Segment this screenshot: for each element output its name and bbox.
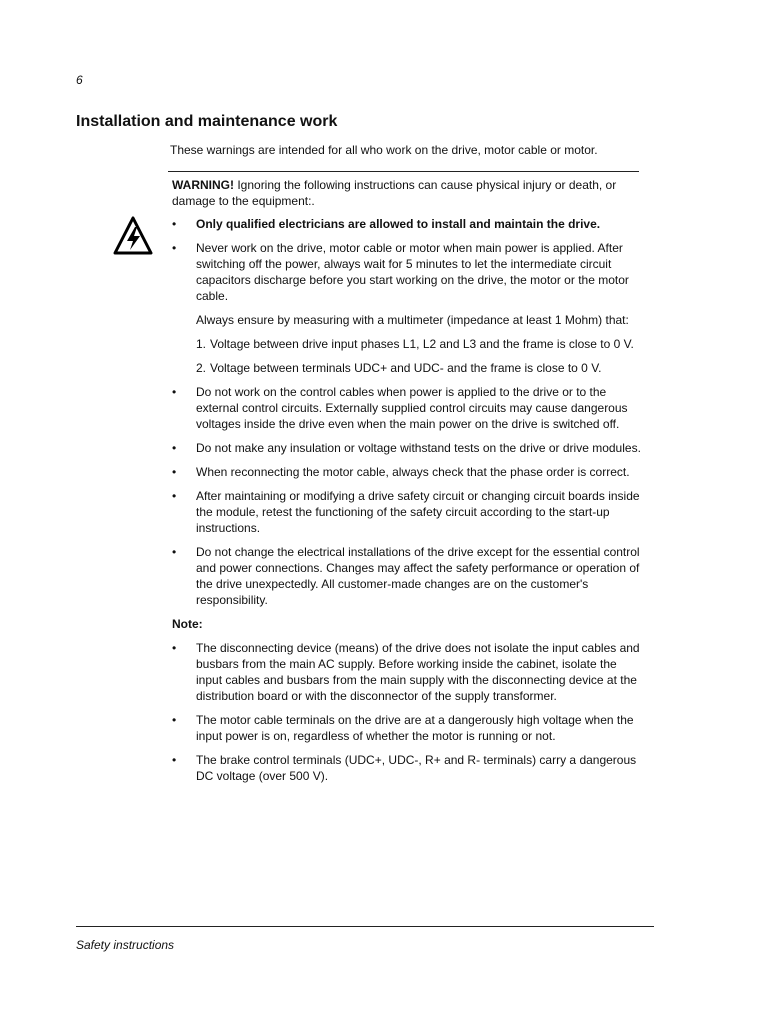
warning-lead	[172, 177, 642, 209]
bullet: •	[172, 713, 177, 727]
note-item-text: The disconnecting device (means) of the drive does not isolate the input cables and busbars from the main AC supply. Before working inside the cabinet, isolate the input cables and busbars from the main supply with the disconnecting device at the distribution board or with the disconnector of the supply transformer.	[196, 641, 640, 703]
section-title: Installation and maintenance work	[76, 113, 338, 130]
bullet: •	[172, 545, 177, 559]
warning-list	[172, 216, 642, 608]
warning-top-rule	[168, 171, 639, 172]
check-number: 2.	[196, 361, 207, 375]
bullet: •	[172, 441, 177, 455]
electrical-hazard-icon	[113, 216, 153, 256]
warning-item-text: Do not change the electrical installations of the drive except for the essential control and power connections. Changes may affect the safety performance or operation of the drive unexpectedly. All customer-made changes are on the customer's responsibility.	[196, 545, 640, 607]
warning-item	[172, 488, 642, 536]
warning-item	[172, 544, 642, 608]
warning-block	[172, 177, 642, 792]
bullet: •	[172, 217, 177, 231]
bullet: •	[172, 385, 177, 399]
section-intro: These warnings are intended for all who work on the drive, motor cable or motor.	[170, 143, 598, 157]
warning-item-text: Never work on the drive, motor cable or motor when main power is applied. After switching off the power, always wait for 5 minutes to let the intermediate circuit capacitors discharge before you start working on the drive, the motor or the motor cable.	[196, 241, 629, 303]
note-item	[172, 712, 642, 744]
page-footer: Safety instructions	[76, 938, 175, 952]
warning-item-text: Only qualified electricians are allowed to install and maintain the drive.	[196, 217, 601, 231]
measure-intro: Always ensure by measuring with a multimeter (impedance at least 1 Mohm) that:	[196, 313, 629, 327]
note-item	[172, 640, 642, 704]
check-text: Voltage between drive input phases L1, L2 and L3 and the frame is close to 0 V.	[210, 337, 634, 351]
warning-lead-text: Ignoring the following instructions can cause physical injury or death, or damage to the equipment:.	[172, 178, 617, 208]
bullet: •	[172, 465, 177, 479]
note-item-text: The brake control terminals (UDC+, UDC-, R+ and R- terminals) carry a dangerous DC voltage (over 500 V).	[196, 753, 637, 783]
warning-item	[172, 464, 642, 480]
warning-label: WARNING!	[172, 178, 234, 192]
warning-item-text: When reconnecting the motor cable, always check that the phase order is correct.	[196, 465, 630, 479]
page-number: 6	[76, 73, 83, 87]
warning-item	[172, 216, 642, 232]
check-text: Voltage between terminals UDC+ and UDC- and the frame is close to 0 V.	[210, 361, 602, 375]
check-item	[196, 360, 642, 376]
warning-item-text: Do not work on the control cables when power is applied to the drive or to the external control circuits. Externally supplied control circuits may cause dangerous voltages inside the drive even when the main power on the drive is switched off.	[196, 385, 628, 431]
warning-item	[172, 240, 642, 376]
note-item	[172, 752, 642, 784]
note-list	[172, 640, 642, 784]
warning-item	[172, 384, 642, 432]
footer-rule	[76, 926, 654, 927]
bullet: •	[172, 641, 177, 655]
bullet: •	[172, 489, 177, 503]
warning-item	[172, 440, 642, 456]
bullet: •	[172, 753, 177, 767]
warning-item-text: After maintaining or modifying a drive safety circuit or changing circuit boards inside the module, retest the functioning of the safety circuit according to the start-up instructions.	[196, 489, 640, 535]
warning-item-text: Do not make any insulation or voltage withstand tests on the drive or drive modules.	[196, 441, 641, 455]
check-number: 1.	[196, 337, 207, 351]
note-item-text: The motor cable terminals on the drive are at a dangerously high voltage when the input power is on, regardless of whether the motor is running or not.	[196, 713, 634, 743]
note-title: Note:	[172, 617, 203, 631]
bullet: •	[172, 241, 177, 255]
check-item	[196, 336, 642, 352]
measurement-checks	[196, 336, 642, 376]
